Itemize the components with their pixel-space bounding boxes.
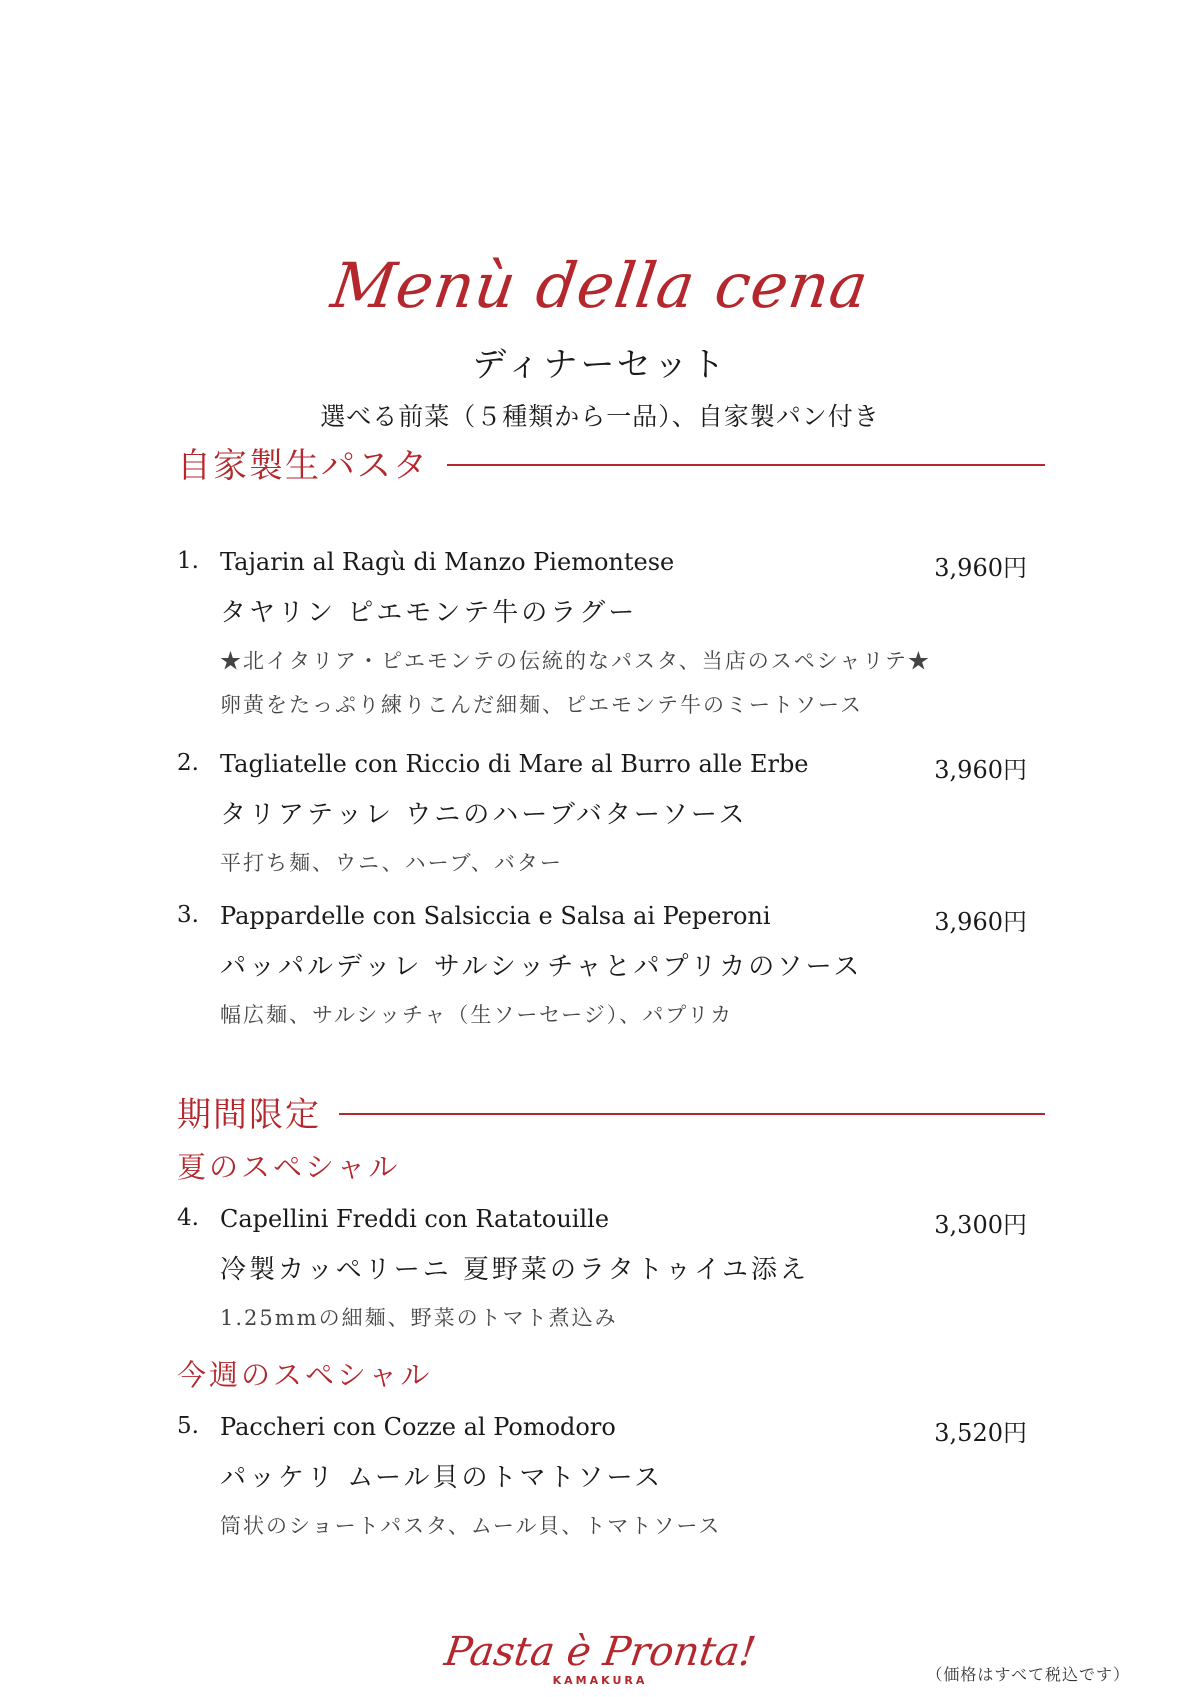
section-heading-label: 自家製生パスタ: [177, 446, 429, 486]
menu-item-1: [177, 548, 1027, 727]
item-name-japanese: パッケリ ムール貝のトマトソース: [220, 1463, 664, 1493]
item-name-italian: Tagliatelle con Riccio di Mare al Burro alle Erbe: [220, 750, 809, 778]
section-divider: [339, 1113, 1045, 1115]
item-description-line: 筒状のショートパスタ、ムール貝、トマトソース: [220, 1514, 722, 1538]
item-name-japanese: 冷製カッペリーニ 夏野菜のラタトゥイユ添え: [220, 1255, 810, 1285]
item-name-italian: Paccheri con Cozze al Pomodoro: [220, 1413, 616, 1441]
item-description-line: 平打ち麺、ウニ、ハーブ、バター: [220, 851, 563, 875]
item-name-italian: Capellini Freddi con Ratatouille: [220, 1205, 610, 1233]
item-description: [220, 841, 1027, 885]
item-number: 2.: [177, 750, 199, 776]
item-price: 3,960円: [934, 908, 1027, 936]
dinner-set-subtitle: 選べる前菜（５種類から一品）、自家製パン付き: [320, 402, 880, 431]
brand-logo-location: KAMAKURA: [552, 1674, 648, 1687]
item-description: [220, 993, 1027, 1037]
section-heading-limited-time: [177, 1087, 1045, 1136]
item-price: 3,960円: [934, 554, 1027, 582]
menu-item-2: [177, 750, 1027, 885]
script-menu-title: Menù della cena: [327, 249, 874, 322]
item-number: 4.: [177, 1205, 199, 1231]
item-price: 3,960円: [934, 756, 1027, 784]
section-heading-fresh-pasta: [177, 438, 1045, 487]
item-description: [220, 1296, 1027, 1340]
tax-included-note: （価格はすべて税込です）: [926, 1665, 1130, 1684]
item-number: 3.: [177, 902, 199, 928]
item-description: [220, 639, 1027, 727]
section-divider: [447, 464, 1045, 466]
dinner-set-title: ディナーセット: [472, 345, 728, 385]
item-name-japanese: パッパルデッレ サルシッチャとパプリカのソース: [220, 952, 863, 982]
item-description-line: 幅広麺、サルシッチャ（生ソーセージ）、パプリカ: [220, 1003, 734, 1027]
menu-item-4: [177, 1205, 1027, 1340]
item-description-line: 1.25mmの細麺、野菜のトマト煮込み: [220, 1306, 618, 1330]
item-name-italian: Tajarin al Ragù di Manzo Piemontese: [220, 548, 675, 576]
menu-item-3: [177, 902, 1027, 1037]
item-number: 1.: [177, 548, 199, 574]
subheading-weekly-special: 今週のスペシャル: [177, 1358, 433, 1392]
menu-item-5: [177, 1413, 1027, 1548]
item-price: 3,520円: [934, 1419, 1027, 1447]
item-description-line: ★北イタリア・ピエモンテの伝統的なパスタ、当店のスペシャリテ★: [220, 649, 931, 673]
item-name-japanese: タヤリン ピエモンテ牛のラグー: [220, 598, 638, 628]
subheading-summer-special: 夏のスペシャル: [177, 1150, 401, 1184]
item-price: 3,300円: [934, 1211, 1027, 1239]
item-name-japanese: タリアテッレ ウニのハーブバターソース: [220, 800, 748, 830]
item-description-line: 卵黄をたっぷり練りこんだ細麺、ピエモンテ牛のミートソース: [220, 693, 863, 717]
brand-logo-name: Pasta è Pronta!: [441, 1629, 759, 1675]
section-heading-label: 期間限定: [177, 1095, 321, 1135]
item-name-italian: Pappardelle con Salsiccia e Salsa ai Peperoni: [220, 902, 771, 930]
item-description: [220, 1504, 1027, 1548]
item-number: 5.: [177, 1413, 199, 1439]
